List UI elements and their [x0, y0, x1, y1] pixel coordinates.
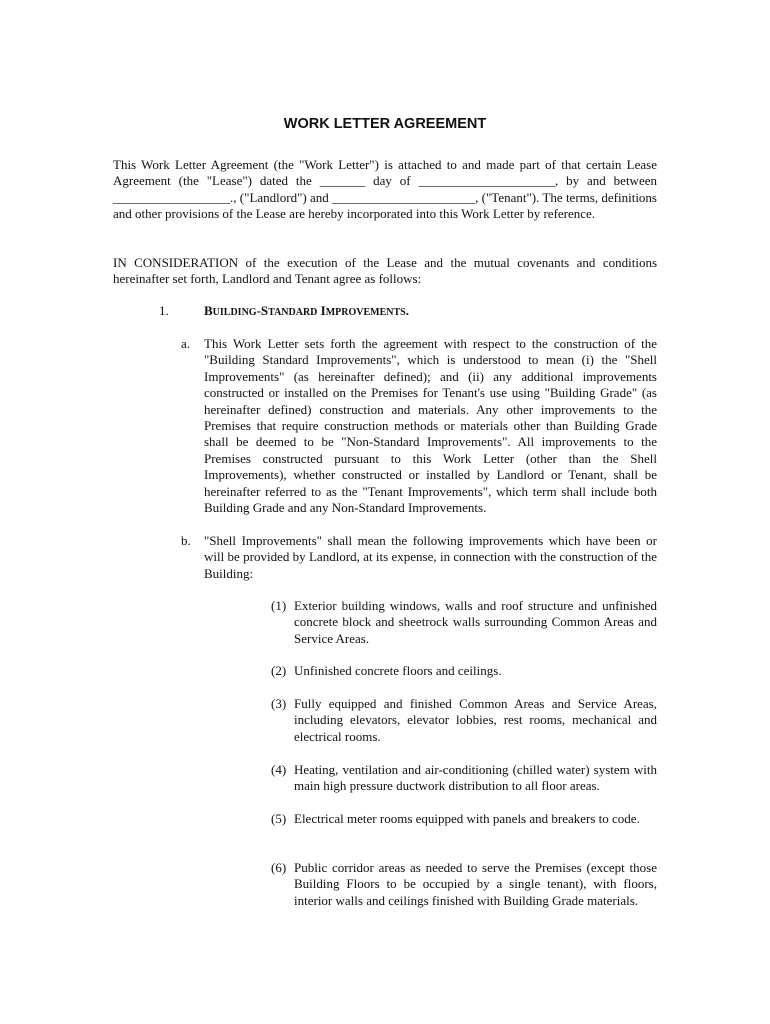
- section-number: 1.: [159, 303, 169, 318]
- list-item-text: Fully equipped and finished Common Areas and Service Areas, including elevators, elevator lobbies, rest rooms, mechanical and electrical rooms.: [294, 696, 657, 744]
- document-title: WORK LETTER AGREEMENT: [283, 116, 487, 132]
- section-heading: BUILDING-STANDARD IMPROVEMENTS.: [204, 303, 409, 318]
- list-item-text: Heating, ventilation and air-conditioning (chilled water) system with main high pressure ductwork distribution to all floor areas.: [294, 762, 657, 794]
- list-item-text: Unfinished concrete floors and ceilings.: [294, 663, 502, 678]
- subsection-label: a.: [181, 336, 191, 351]
- list-item-label: (2): [271, 663, 287, 678]
- list-item-text: Public corridor areas as needed to serve the Premises (except those Building Floors to be occupied by a single tenant), with floors, interior walls and ceilings finished with Building Grade materials.: [294, 860, 657, 908]
- list-item-text: Electrical meter rooms equipped with panels and breakers to code.: [294, 811, 640, 826]
- consideration-paragraph: IN CONSIDERATION of the execution of the Lease and the mutual covenants and conditions hereinafter set forth, Landlord and Tenant agree as follows:: [113, 255, 657, 287]
- list-item-text: Exterior building windows, walls and roof structure and unfinished concrete block and sheetrock walls surrounding Common Areas and Service Areas.: [294, 598, 657, 646]
- intro-paragraph: This Work Letter Agreement (the "Work Letter") is attached to and made part of that certain Lease Agreement (the "Lease") dated the _______ day of _____________________, by and between __________________., ("Landlord") and ______________________, ("Tenant"). The terms, definitions and other provisions of the Lease are hereby incorporated into this Work Letter by reference.: [113, 157, 657, 222]
- subsection-text: This Work Letter sets forth the agreement with respect to the construction of the "Building Standard Improvements", which is understood to mean (i) the "Shell Improvements" (as hereinafter defined); and (ii) any additional improvements constructed or installed on the Premises for Tenant's use using "Building Grade" (as hereinafter defined) construction and materials. Any other improvements to the Premises that require construction methods or materials other than Building Grade shall be deemed to be "Non-Standard Improvements". All improvements to the Premises constructed pursuant to this Work Letter (other than the Shell Improvements), whether constructed or installed by Landlord or Tenant, shall be hereinafter referred to as the "Tenant Improvements", which term shall include both Building Grade and any Non-Standard Improvements.: [204, 336, 657, 516]
- list-item-label: (4): [271, 762, 287, 777]
- list-item-label: (5): [271, 811, 287, 826]
- subsection-label: b.: [181, 533, 191, 548]
- list-item-label: (1): [271, 598, 287, 613]
- list-item-label: (6): [271, 860, 287, 875]
- list-item-label: (3): [271, 696, 287, 711]
- subsection-text: "Shell Improvements" shall mean the following improvements which have been or will be provided by Landlord, at its expense, in connection with the construction of the Building:: [204, 533, 657, 581]
